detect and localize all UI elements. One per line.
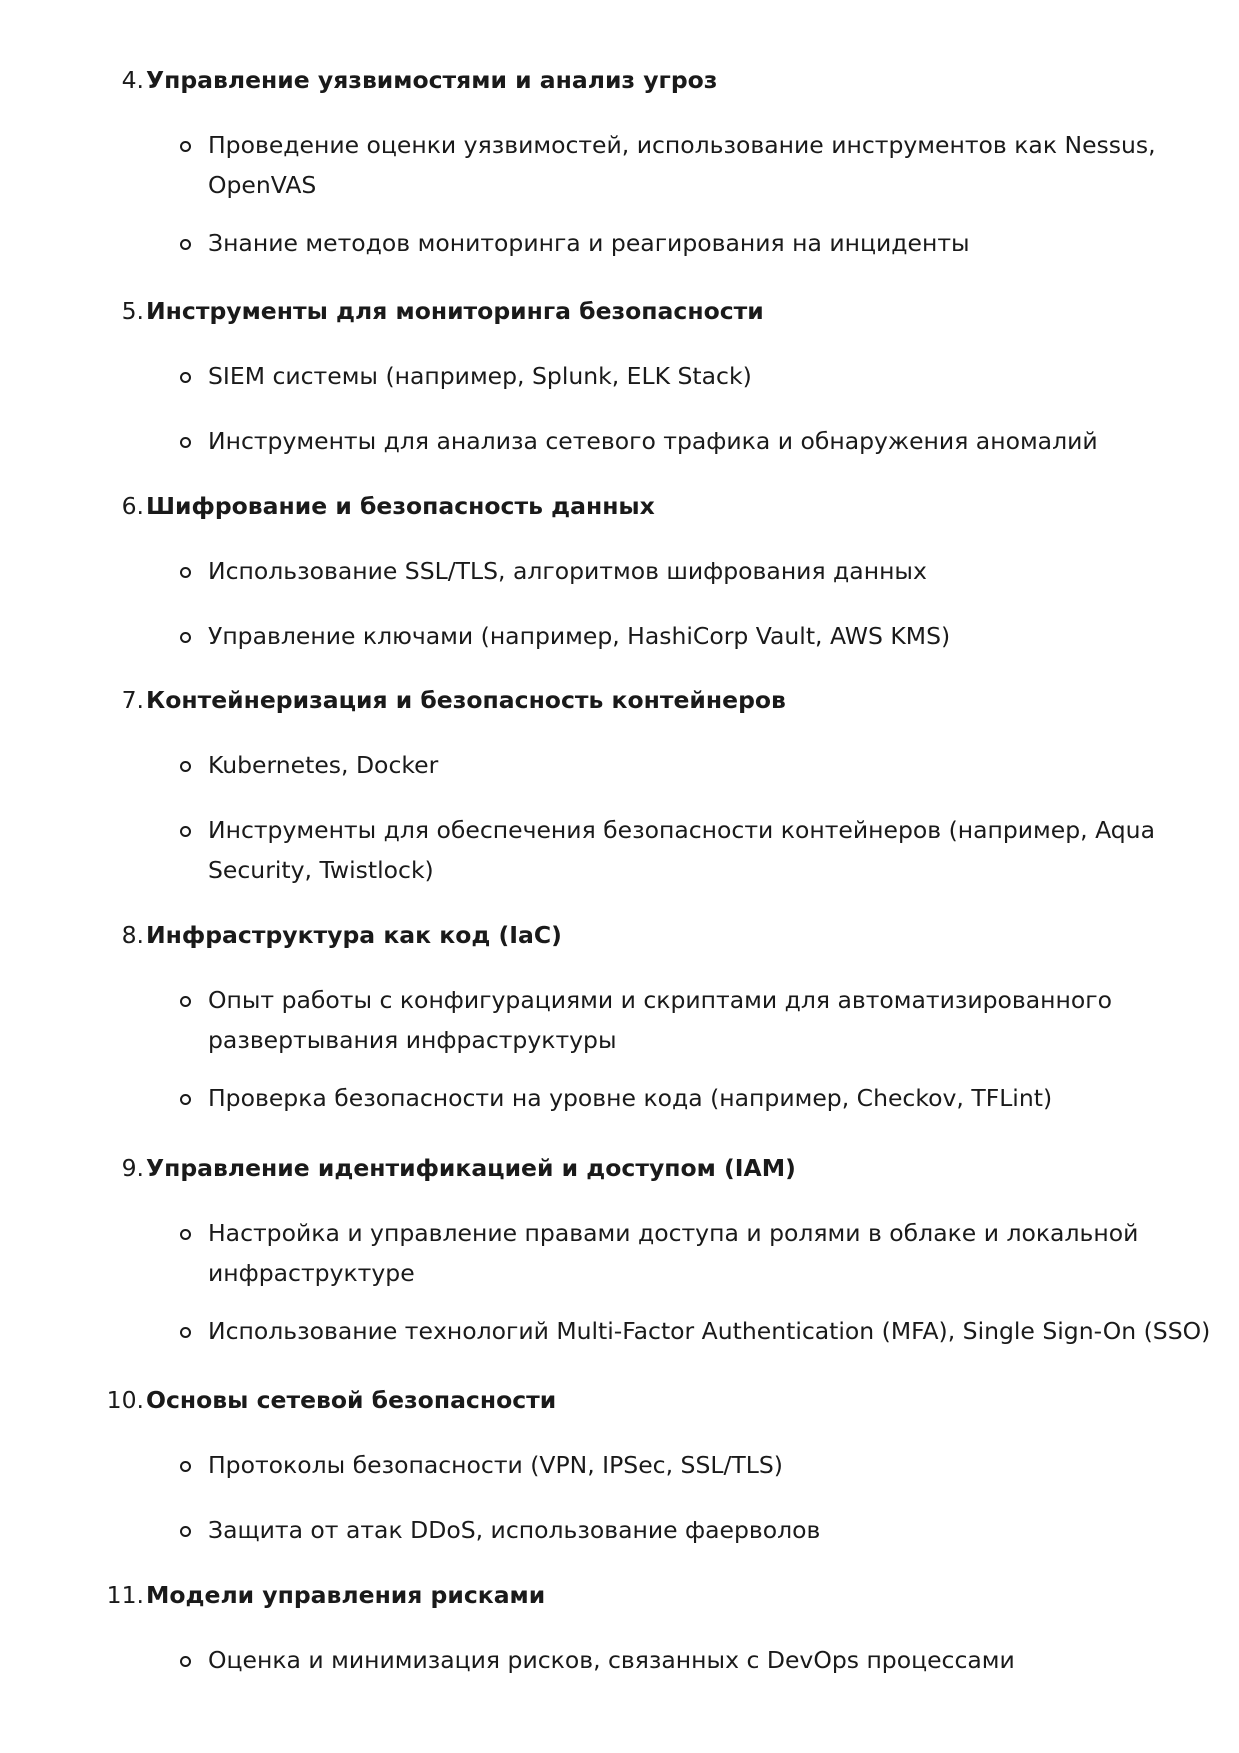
- section-number: 4.: [121, 66, 144, 94]
- list-section: [0, 60, 1239, 257]
- section-heading: [0, 486, 1239, 526]
- list-item-text: Оценка и минимизация рисков, связанных с DevOps процессами: [208, 1646, 1015, 1674]
- section-title: Инфраструктура как код (IaC): [146, 921, 562, 949]
- list-item-text: Проведение оценки уязвимостей, использование инструментов как Nessus, OpenVAS: [208, 131, 1156, 199]
- circle-bullet-icon: [180, 1656, 191, 1667]
- section-title: Управление уязвимостями и анализ угроз: [146, 66, 718, 94]
- list-item-text: Опыт работы с конфигурациями и скриптами для автоматизированного развертывания инфраструктуры: [208, 986, 1113, 1054]
- section-number: 6.: [121, 492, 144, 520]
- section-number: 8.: [121, 921, 144, 949]
- circle-bullet-icon: [180, 1461, 191, 1472]
- list-section: [0, 1575, 1239, 1674]
- list-item-text: Использование технологий Multi-Factor Authentication (MFA), Single Sign-On (SSO): [208, 1317, 1211, 1345]
- section-title: Инструменты для мониторинга безопасности: [146, 297, 764, 325]
- list-item-text: Инструменты для анализа сетевого трафика и обнаружения аномалий: [208, 427, 1098, 455]
- section-heading: [0, 680, 1239, 720]
- list-item-text: Протоколы безопасности (VPN, IPSec, SSL/TLS): [208, 1451, 783, 1479]
- circle-bullet-icon: [180, 372, 191, 383]
- section-number: 7.: [121, 686, 144, 714]
- list-section: [0, 1148, 1239, 1345]
- section-title: Модели управления рисками: [146, 1581, 546, 1609]
- circle-bullet-icon: [180, 826, 191, 837]
- section-heading: [0, 1380, 1239, 1420]
- list-section: [0, 291, 1239, 455]
- circle-bullet-icon: [180, 567, 191, 578]
- list-item-text: Управление ключами (например, HashiCorp Vault, AWS KMS): [208, 622, 951, 650]
- list-item-text: SIEM системы (например, Splunk, ELK Stack): [208, 362, 752, 390]
- circle-bullet-icon: [180, 239, 191, 250]
- circle-bullet-icon: [180, 1327, 191, 1338]
- circle-bullet-icon: [180, 632, 191, 643]
- circle-bullet-icon: [180, 996, 191, 1007]
- section-title: Контейнеризация и безопасность контейнеров: [146, 686, 786, 714]
- section-number: 9.: [121, 1154, 144, 1182]
- circle-bullet-icon: [180, 1526, 191, 1537]
- section-number: 5.: [121, 297, 144, 325]
- section-title: Управление идентификацией и доступом (IAM): [146, 1154, 796, 1182]
- section-heading: [0, 915, 1239, 955]
- circle-bullet-icon: [180, 761, 191, 772]
- list-item-text: Знание методов мониторинга и реагирования на инциденты: [208, 229, 970, 257]
- circle-bullet-icon: [180, 1229, 191, 1240]
- circle-bullet-icon: [180, 141, 191, 152]
- section-title: Шифрование и безопасность данных: [146, 492, 655, 520]
- circle-bullet-icon: [180, 1094, 191, 1105]
- list-item-text: Проверка безопасности на уровне кода (например, Checkov, TFLint): [208, 1084, 1053, 1112]
- section-number: 11.: [106, 1581, 144, 1609]
- circle-bullet-icon: [180, 437, 191, 448]
- list-section: [0, 680, 1239, 884]
- section-heading: [0, 1148, 1239, 1188]
- section-heading: [0, 291, 1239, 331]
- list-item-text: Настройка и управление правами доступа и ролями в облаке и локальной инфраструктуре: [208, 1219, 1139, 1287]
- section-heading: [0, 60, 1239, 100]
- list-item-text: Использование SSL/TLS, алгоритмов шифрования данных: [208, 557, 927, 585]
- list-item-text: Защита от атак DDoS, использование фаерволов: [208, 1516, 821, 1544]
- list-section: [0, 915, 1239, 1112]
- list-item-text: Инструменты для обеспечения безопасности контейнеров (например, Aqua Security, Twistlock): [208, 816, 1155, 884]
- section-heading: [0, 1575, 1239, 1615]
- list-item-text: Kubernetes, Docker: [208, 751, 439, 779]
- section-title: Основы сетевой безопасности: [146, 1386, 557, 1414]
- list-section: [0, 1380, 1239, 1544]
- section-number: 10.: [106, 1386, 144, 1414]
- list-section: [0, 486, 1239, 650]
